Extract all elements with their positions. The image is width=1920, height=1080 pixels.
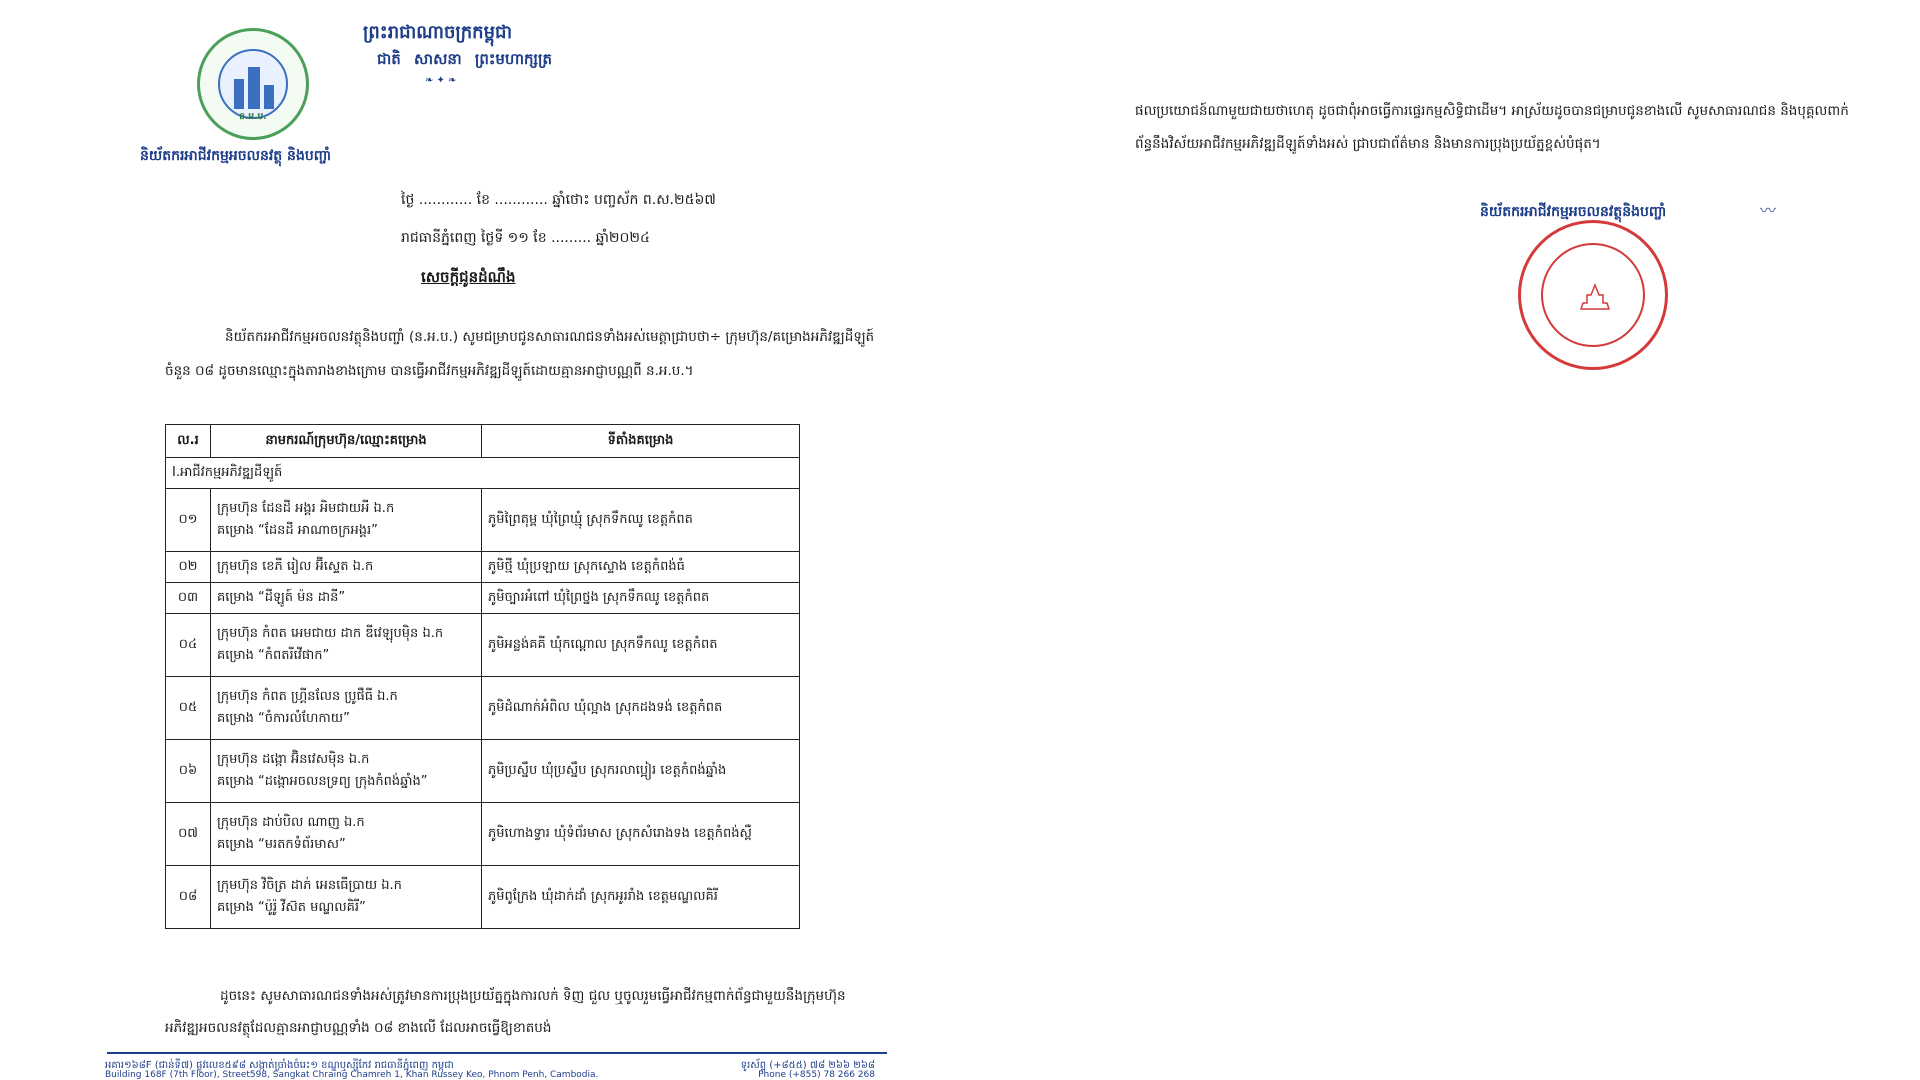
table-row xyxy=(166,583,800,614)
project-name: គម្រោង “ដង្កោអចលនទ្រព្យ ក្រុងកំពង់ឆ្នាំង” xyxy=(217,774,428,789)
handwritten-signature: 〰 xyxy=(1760,201,1777,220)
ornament-divider: ❧ ✦ ❧ xyxy=(425,75,457,86)
kingdom-heading: ព្រះរាជាណាចក្រកម្ពុជា xyxy=(363,22,513,43)
footer-phone-khmer: ទូរស័ព្ទ (+៨៥៥) ៧៨ ២៦៦ ២៦៨ xyxy=(740,1060,875,1071)
lunar-date: ថ្ងៃ ............ ខែ ............ ឆ្នាំថោះ បញ្ចស័ក ព.ស.២៥៦៧ xyxy=(401,192,716,208)
location-cell: ភូមិអន្លង់គគី ឃុំកណ្ដោល ស្រុកទឹកឈូ ខេត្តកំពត xyxy=(482,614,800,677)
company-cell xyxy=(211,614,482,677)
project-name: គម្រោង “ដែនដី អាណាចក្រអង្គរ” xyxy=(217,523,378,538)
row-number: ០១ xyxy=(166,489,211,552)
company-name: ក្រុមហ៊ុន ដាប់បិល ណាញ ឯ.ក xyxy=(217,815,365,830)
national-motto: ជាតិ សាសនា ព្រះមហាក្សត្រ xyxy=(377,50,552,68)
agency-logo xyxy=(197,28,309,140)
location-cell: ភូមិប្រស្នឹប ឃុំប្រស្នឹប ស្រុករលាប្អៀរ ខេត្តកំពង់ឆ្នាំង xyxy=(482,740,800,803)
company-cell: ក្រុមហ៊ុន ខេភី រៀល អ៊ីស្ទេត ឯ.ក xyxy=(211,552,482,583)
location-cell: ភូមិហោងទ្វារ ឃុំទំព័រមាស ស្រុកសំរោងទង ខេត្តកំពង់ស្ពឺ xyxy=(482,803,800,866)
table-row xyxy=(166,866,800,929)
angkor-temple-icon xyxy=(1579,281,1611,311)
row-number: ០៨ xyxy=(166,866,211,929)
notice-page-2 xyxy=(1110,0,1890,1080)
section-label: I.អាជីវកម្មអភិវឌ្ឍដីឡូត៍ xyxy=(166,458,800,489)
company-cell xyxy=(211,866,482,929)
company-cell xyxy=(211,489,482,552)
table-header-row xyxy=(166,425,800,458)
company-cell xyxy=(211,803,482,866)
table-row xyxy=(166,614,800,677)
location-cell: ភូមិពូក្រែង ឃុំដាក់ដាំ ស្រុកអូររាំង ខេត្តមណ្ឌលគិរី xyxy=(482,866,800,929)
logo-abbreviation: ន.អ.ប. xyxy=(239,112,267,122)
project-name: គម្រោង “ប៉ូរ៉ូ វីស៊ត មណ្ឌលគិរី” xyxy=(217,900,366,915)
row-number: ០៦ xyxy=(166,740,211,803)
col-header-location: ទីតាំងគម្រោង xyxy=(482,425,800,458)
location-cell: ភូមិថ្មី ឃុំប្រឡាយ ស្រុកស្ទោង ខេត្តកំពង់ធំ xyxy=(482,552,800,583)
project-name: គម្រោង “ចំការលំហែកាយ” xyxy=(217,711,350,726)
row-number: ០២ xyxy=(166,552,211,583)
row-number: ០៤ xyxy=(166,614,211,677)
col-header-company: នាមករណ៍ក្រុមហ៊ុន/ឈ្មោះគម្រោង xyxy=(211,425,482,458)
seal-inner-ring xyxy=(1541,243,1645,347)
closing-paragraph: ដូចនេះ សូមសាធារណជនទាំងអស់ត្រូវមានការប្រុងប្រយ័ត្នក្នុងការលក់ ទិញ ជួល ឬចូលរួមធ្វើអាជីវកម្មពាក់ព័ន្ធជាមួយនឹងក្រុមហ៊ុនអភិវឌ្ឍអចលនវត្ថុដែលគ្មានអាជ្ញាបណ្ណទាំង ០៨ ខាងលើ ដែលអាចធ្វើឱ្យខាតបង់ xyxy=(165,988,846,1036)
footer-phone-english: Phone (+855) 78 266 268 xyxy=(758,1070,875,1080)
intro-paragraph: និយ័តករអាជីវកម្មអចលនវត្ថុនិងបញ្ចាំ (ន.អ.ប.) សូមជម្រាបជូនសាធារណជនទាំងអស់មេត្តាជ្រាបថា÷ ក្រុមហ៊ុន/គម្រោងអភិវឌ្ឍដីឡូត៍ចំនួន ០៨ ដូចមានឈ្មោះក្នុងតារាងខាងក្រោម បានធ្វើអាជីវកម្មអភិវឌ្ឍដីឡូត៍ដោយគ្មានអាជ្ញាបណ្ណពី ន.អ.ប.។ xyxy=(165,329,875,379)
company-cell xyxy=(211,677,482,740)
table-row xyxy=(166,677,800,740)
company-cell: គម្រោង “ដីឡូត៍ ម៉ន ដានី” xyxy=(211,583,482,614)
location-cell: ភូមិច្បារអំពៅ ឃុំព្រៃថ្នង ស្រុកទឹកឈូ ខេត្តកំពត xyxy=(482,583,800,614)
project-name: គម្រោង “មរតកទំព័រមាស” xyxy=(217,837,346,852)
official-seal xyxy=(1518,220,1668,370)
footer-address-english: Building 168F (7th Floor), Street598, Sangkat Chraing Chamreh 1, Khan Russey Keo, Phnom Penh, Cambodia. xyxy=(105,1070,599,1080)
company-name: ក្រុមហ៊ុន កំពត ហ្គ្រីនលែន ប្រូផឺធី ឯ.ក xyxy=(217,689,398,704)
col-header-no: ល.រ xyxy=(166,425,211,458)
company-name: ក្រុមហ៊ុន វិចិត្រ ដាភ់ អេនធើប្រាយ ឯ.ក xyxy=(217,878,402,893)
company-name: ក្រុមហ៊ុន កំពត អេមជាយ ដាក ឌីវេឡុបម៉ិន ឯ.ក xyxy=(217,626,444,641)
project-name: គម្រោង “កំពតរីវើផាក” xyxy=(217,648,330,663)
table-row xyxy=(166,740,800,803)
signatory-title: និយ័តករអាជីវកម្មអចលនវត្ថុនិងបញ្ចាំ xyxy=(1480,204,1667,220)
company-name: ក្រុមហ៊ុន ដង្កោ អ៊ិនវេសម៉ិន ឯ.ក xyxy=(217,752,370,767)
footer-address-khmer: អគារ១៦៨F (ជាន់ទី៧) ផ្លូវលេខ៥៩៨ សង្កាត់ច្រាំងចំរេះ១ ខណ្ឌឬស្សីកែវ រាជធានីភ្នំពេញ កម្ពុជា xyxy=(105,1060,454,1071)
table-section-row xyxy=(166,458,800,489)
row-number: ០៣ xyxy=(166,583,211,614)
footer-divider xyxy=(107,1052,887,1054)
location-cell: ភូមិដំណាក់អំពិល ឃុំល្អាង ស្រុកដងទង់ ខេត្តកំពត xyxy=(482,677,800,740)
continuation-paragraph: ផលប្រយោជន៍ណាមួយជាយថាហេតុ ដូចជាពុំអាចធ្វើការផ្ទេរកម្មសិទ្ធិជាដើម។ អាស្រ័យដូចបានជម្រាបជូនខាងលើ សូមសាធារណជន និងបុគ្គលពាក់ព័ន្ធនឹងវិស័យអាជីវកម្មអភិវឌ្ឍដីឡូត៍ទាំងអស់ ជ្រាបជាព័ត៌មាន និងមានការប្រុងប្រយ័ត្នខ្ពស់បំផុត។ xyxy=(1135,103,1849,152)
table-row xyxy=(166,803,800,866)
company-name: ក្រុមហ៊ុន ដែនដី អង្គរ អិមជាយអី ឯ.ក xyxy=(217,501,395,516)
table-row xyxy=(166,552,800,583)
location-cell: ភូមិព្រៃតុម្ព ឃុំព្រៃឃ្មុំ ស្រុកទឹកឈូ ខេត្តកំពត xyxy=(482,489,800,552)
logo-emblem xyxy=(218,49,288,119)
row-number: ០៥ xyxy=(166,677,211,740)
company-cell xyxy=(211,740,482,803)
unlicensed-companies-table xyxy=(165,424,800,929)
agency-name: និយ័តករអាជីវកម្មអចលនវត្ថុ និងបញ្ចាំ xyxy=(140,148,332,164)
notice-title: សេចក្ដីជូនដំណឹង xyxy=(421,268,516,286)
table-row xyxy=(166,489,800,552)
notice-page-1 xyxy=(105,0,885,1080)
row-number: ០៧ xyxy=(166,803,211,866)
solar-date: រាជធានីភ្នំពេញ ថ្ងៃទី ១១ ខែ ......... ឆ្នាំ២០២៤ xyxy=(401,230,650,246)
